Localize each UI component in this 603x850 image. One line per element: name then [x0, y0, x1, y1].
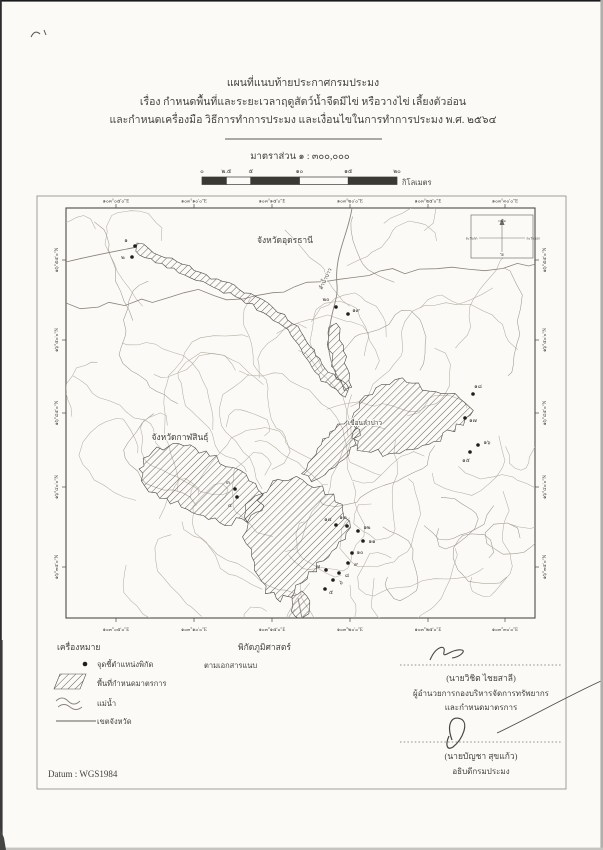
document-title-line1: แผนที่แนบท้ายประกาศกรมประมง [226, 78, 380, 89]
stream-line [420, 295, 518, 350]
ref-point-dot [350, 551, 354, 555]
scan-edge-top [0, 0, 603, 2]
river-line-west [66, 247, 137, 262]
ref-point-dot [133, 244, 137, 248]
province-boundary-line [66, 261, 546, 309]
ref-point-dot [345, 524, 349, 528]
stream-line [354, 440, 398, 540]
legend-river-symbol2 [58, 705, 82, 710]
scale-tick-label: ๑๐ [295, 169, 304, 175]
stream-line [432, 436, 505, 496]
stream-line [154, 353, 264, 384]
lon-label-top: ๑๐๓°๒๐'๐"E [337, 199, 363, 205]
ref-point-label: ๕ [328, 590, 334, 596]
compass-south-label: ใต้ [500, 253, 504, 257]
stream-line [506, 434, 603, 471]
stream-line [504, 268, 522, 376]
compass-north-label: เหนือ [498, 219, 506, 223]
ref-point-dot [323, 587, 327, 591]
stream-line [284, 583, 356, 654]
signer-1-name: (นายวิชิต ไชยสาลี) [446, 673, 516, 683]
ref-point-label: ๑๙ [352, 308, 360, 314]
stream-line [226, 410, 269, 436]
scan-corner-blot [0, 828, 6, 850]
stream-line [79, 418, 138, 500]
lon-label-top: ๑๐๓°๒๕'๐"E [414, 199, 442, 205]
stream-line [358, 553, 484, 597]
ref-point-dot [130, 255, 134, 259]
lat-label-left: ๑๖°๔๐'๐"N [55, 475, 60, 499]
lon-label-top: ๑๐๓°๓๐'๐"E [491, 199, 519, 205]
scale-tick-label: ๒๐ [393, 169, 401, 175]
legend-hatch-symbol [54, 674, 86, 689]
scale-tick-label: ๐ [200, 169, 204, 175]
ref-point-label: ๑๗ [469, 418, 477, 424]
stream-line [470, 491, 512, 596]
stream-line [455, 247, 516, 348]
ref-point-label: ๑๑ [368, 539, 376, 545]
scale-unit-label: กิโลเมตร [402, 178, 432, 187]
lon-label-top: ๑๐๓°๐๕'๐"E [102, 199, 130, 205]
scale-bar-segment [300, 177, 349, 185]
province-label-kalasin: จังหวัดกาฬสินธุ์ [151, 432, 209, 442]
stream-line [372, 548, 458, 622]
lat-label-right: ๑๖°๔๐'๐"N [543, 475, 548, 499]
signer-2-name: (นายบัญชา สุขแก้ว) [444, 751, 518, 761]
lon-label-bottom: ๑๐๓°๑๕'๐"E [258, 628, 286, 633]
pen-scribble-mark [31, 32, 40, 37]
compass-west-label: ตะวันตก [465, 236, 478, 241]
stream-line [155, 535, 202, 617]
reservoir-hatched-area [352, 378, 474, 457]
ref-point-label: ๙ [353, 562, 359, 568]
ref-point-dot [334, 305, 338, 309]
lon-label-top: ๑๐๓°๑๐'๐"E [181, 199, 207, 205]
ref-point-dot [331, 578, 335, 582]
ref-point-label: ๑๐ [356, 550, 364, 556]
stream-line [453, 534, 507, 584]
scale-label: มาตราส่วน ๑ : ๓๐๐,๐๐๐ [250, 152, 350, 162]
ref-point-dot [471, 392, 475, 396]
ref-point-label: ๑๘ [474, 384, 482, 390]
lon-label-bottom: ๑๐๓°๓๐'๐"E [491, 628, 519, 633]
lat-label-right: ๑๖°๓๕'๐"N [543, 554, 548, 580]
coordinates-header: พิกัดภูมิศาสตร์ [238, 642, 291, 652]
province-label-udonthani: จังหวัดอุดรธานี [257, 235, 313, 245]
scale-tick-label: ๕ [248, 169, 254, 175]
stream-line [119, 281, 178, 404]
ref-point-dot [324, 568, 328, 572]
ref-point-label: ๑๕ [462, 458, 470, 464]
legend-item-label-river: แม่น้ำ [97, 699, 117, 708]
ref-point-label: ๖ [339, 580, 343, 586]
ref-point-dot [233, 487, 237, 491]
signer-2-role-line1: อธิบดีกรมประมง [452, 767, 510, 776]
lat-label-right: ๑๖°๕๕'๐"N [543, 247, 548, 273]
stream-line [66, 362, 98, 417]
ref-point-dot [235, 495, 239, 499]
signature-1 [430, 647, 463, 660]
ref-point-dot [463, 416, 467, 420]
lon-label-bottom: ๑๐๓°๐๕'๐"E [102, 628, 130, 633]
stream-line [123, 565, 182, 623]
ref-point-label: ๑ [124, 238, 128, 244]
legend-item-label-hatch: พื้นที่กำหนดมาตรการ [97, 679, 167, 688]
lon-label-bottom: ๑๐๓°๒๕'๐"E [414, 628, 442, 633]
document-title-line2: เรื่อง กำหนดพื้นที่และระยะเวลาฤดูสัตว์น้ำจืดมีไข่ หรือวางไข่ เลี้ยงตัวอ่อน [139, 97, 467, 108]
scale-bar-segment [226, 177, 250, 185]
ref-point-label: ๒๐ [322, 297, 330, 303]
reservoir-hatched-area [291, 591, 310, 620]
signature-2 [447, 718, 465, 748]
ref-point-label: ๑๔ [324, 517, 332, 523]
ref-point-label: ๑๖ [483, 440, 491, 446]
lat-label-left: ๑๖°๕๐'๐"N [55, 328, 60, 352]
ref-point-label: ๓ [226, 480, 230, 486]
scan-edge-left-lower [0, 640, 3, 850]
legend-item-label-boundary: เขตจังหวัด [97, 717, 132, 726]
ref-point-dot [346, 312, 350, 316]
ref-point-dot [334, 523, 338, 527]
ref-point-label: ๘ [344, 573, 350, 579]
lat-label-right: ๑๖°๕๐'๐"N [543, 328, 548, 352]
ref-point-dot [361, 539, 365, 543]
ref-point-label: ๔ [227, 503, 233, 509]
lon-label-bottom: ๑๐๓°๑๐'๐"E [181, 628, 207, 633]
reservoir-label: เขื่อนลำปาว [347, 420, 383, 427]
legend-river-symbol [56, 698, 80, 704]
reservoir-hatched-area [243, 476, 351, 602]
scale-bar-segment [348, 177, 397, 185]
ref-point-dot [356, 529, 360, 533]
ref-point-label: ๑๓ [339, 515, 347, 521]
lat-label-left: ๑๖°๓๕'๐"N [55, 554, 60, 580]
lat-label-left: ๑๖°๕๕'๐"N [55, 247, 60, 273]
signer-1-role-line1: ผู้อำนวยการกองบริหารจัดการทรัพยากร [413, 689, 549, 698]
coordinates-note: ตามเอกสารแนบ [204, 661, 258, 670]
ref-point-label: ๒ [121, 255, 125, 261]
stream-line [94, 222, 133, 321]
signer-1-role-line2: และกำหนดมาตรการ [444, 703, 518, 712]
lat-label-right: ๑๖°๔๕'๐"N [543, 400, 548, 426]
scale-tick-label: ๑๕ [344, 169, 353, 175]
ref-point-dot [337, 571, 341, 575]
scale-bar-segment [251, 177, 300, 185]
stream-line [279, 609, 385, 683]
ref-point-dot [346, 561, 350, 565]
ref-point-dot [468, 450, 472, 454]
lat-label-left: ๑๖°๔๕'๐"N [55, 400, 60, 426]
legend-item-label-point: จุดชี้ตำแหน่งพิกัด [97, 660, 154, 669]
scale-tick-label: ๒.๕ [221, 169, 232, 175]
reservoir-hatched-area [302, 420, 361, 481]
legend-header: เครื่องหมาย [57, 642, 101, 652]
river-label: ลำน้ำปาว [318, 267, 334, 291]
reservoir-hatched-area [136, 243, 349, 397]
compass-east-label: ตะวันออก [526, 236, 541, 241]
north-arrow [466, 215, 540, 258]
stream-line [73, 376, 162, 450]
ref-point-dot [476, 443, 480, 447]
stream-line [351, 217, 395, 283]
lon-label-bottom: ๑๐๓°๒๐'๐"E [337, 628, 363, 633]
lon-label-top: ๑๐๓°๑๕'๐"E [258, 199, 286, 205]
pen-scribble-mark2 [44, 30, 46, 35]
ref-point-label: ๑๒ [363, 525, 371, 531]
datum-label: Datum : WGS1984 [48, 769, 118, 779]
document-title-line3: และกำหนดเครื่องมือ วิธีการทำการประมง และเงื่อนไขในการทำการประมง พ.ศ. ๒๕๖๔ [109, 115, 497, 126]
stream-line [277, 315, 369, 356]
legend-point-symbol [83, 662, 88, 667]
ref-point-label: ๗ [315, 564, 321, 570]
scale-bar-segment [202, 177, 226, 185]
stream-line [437, 497, 479, 549]
